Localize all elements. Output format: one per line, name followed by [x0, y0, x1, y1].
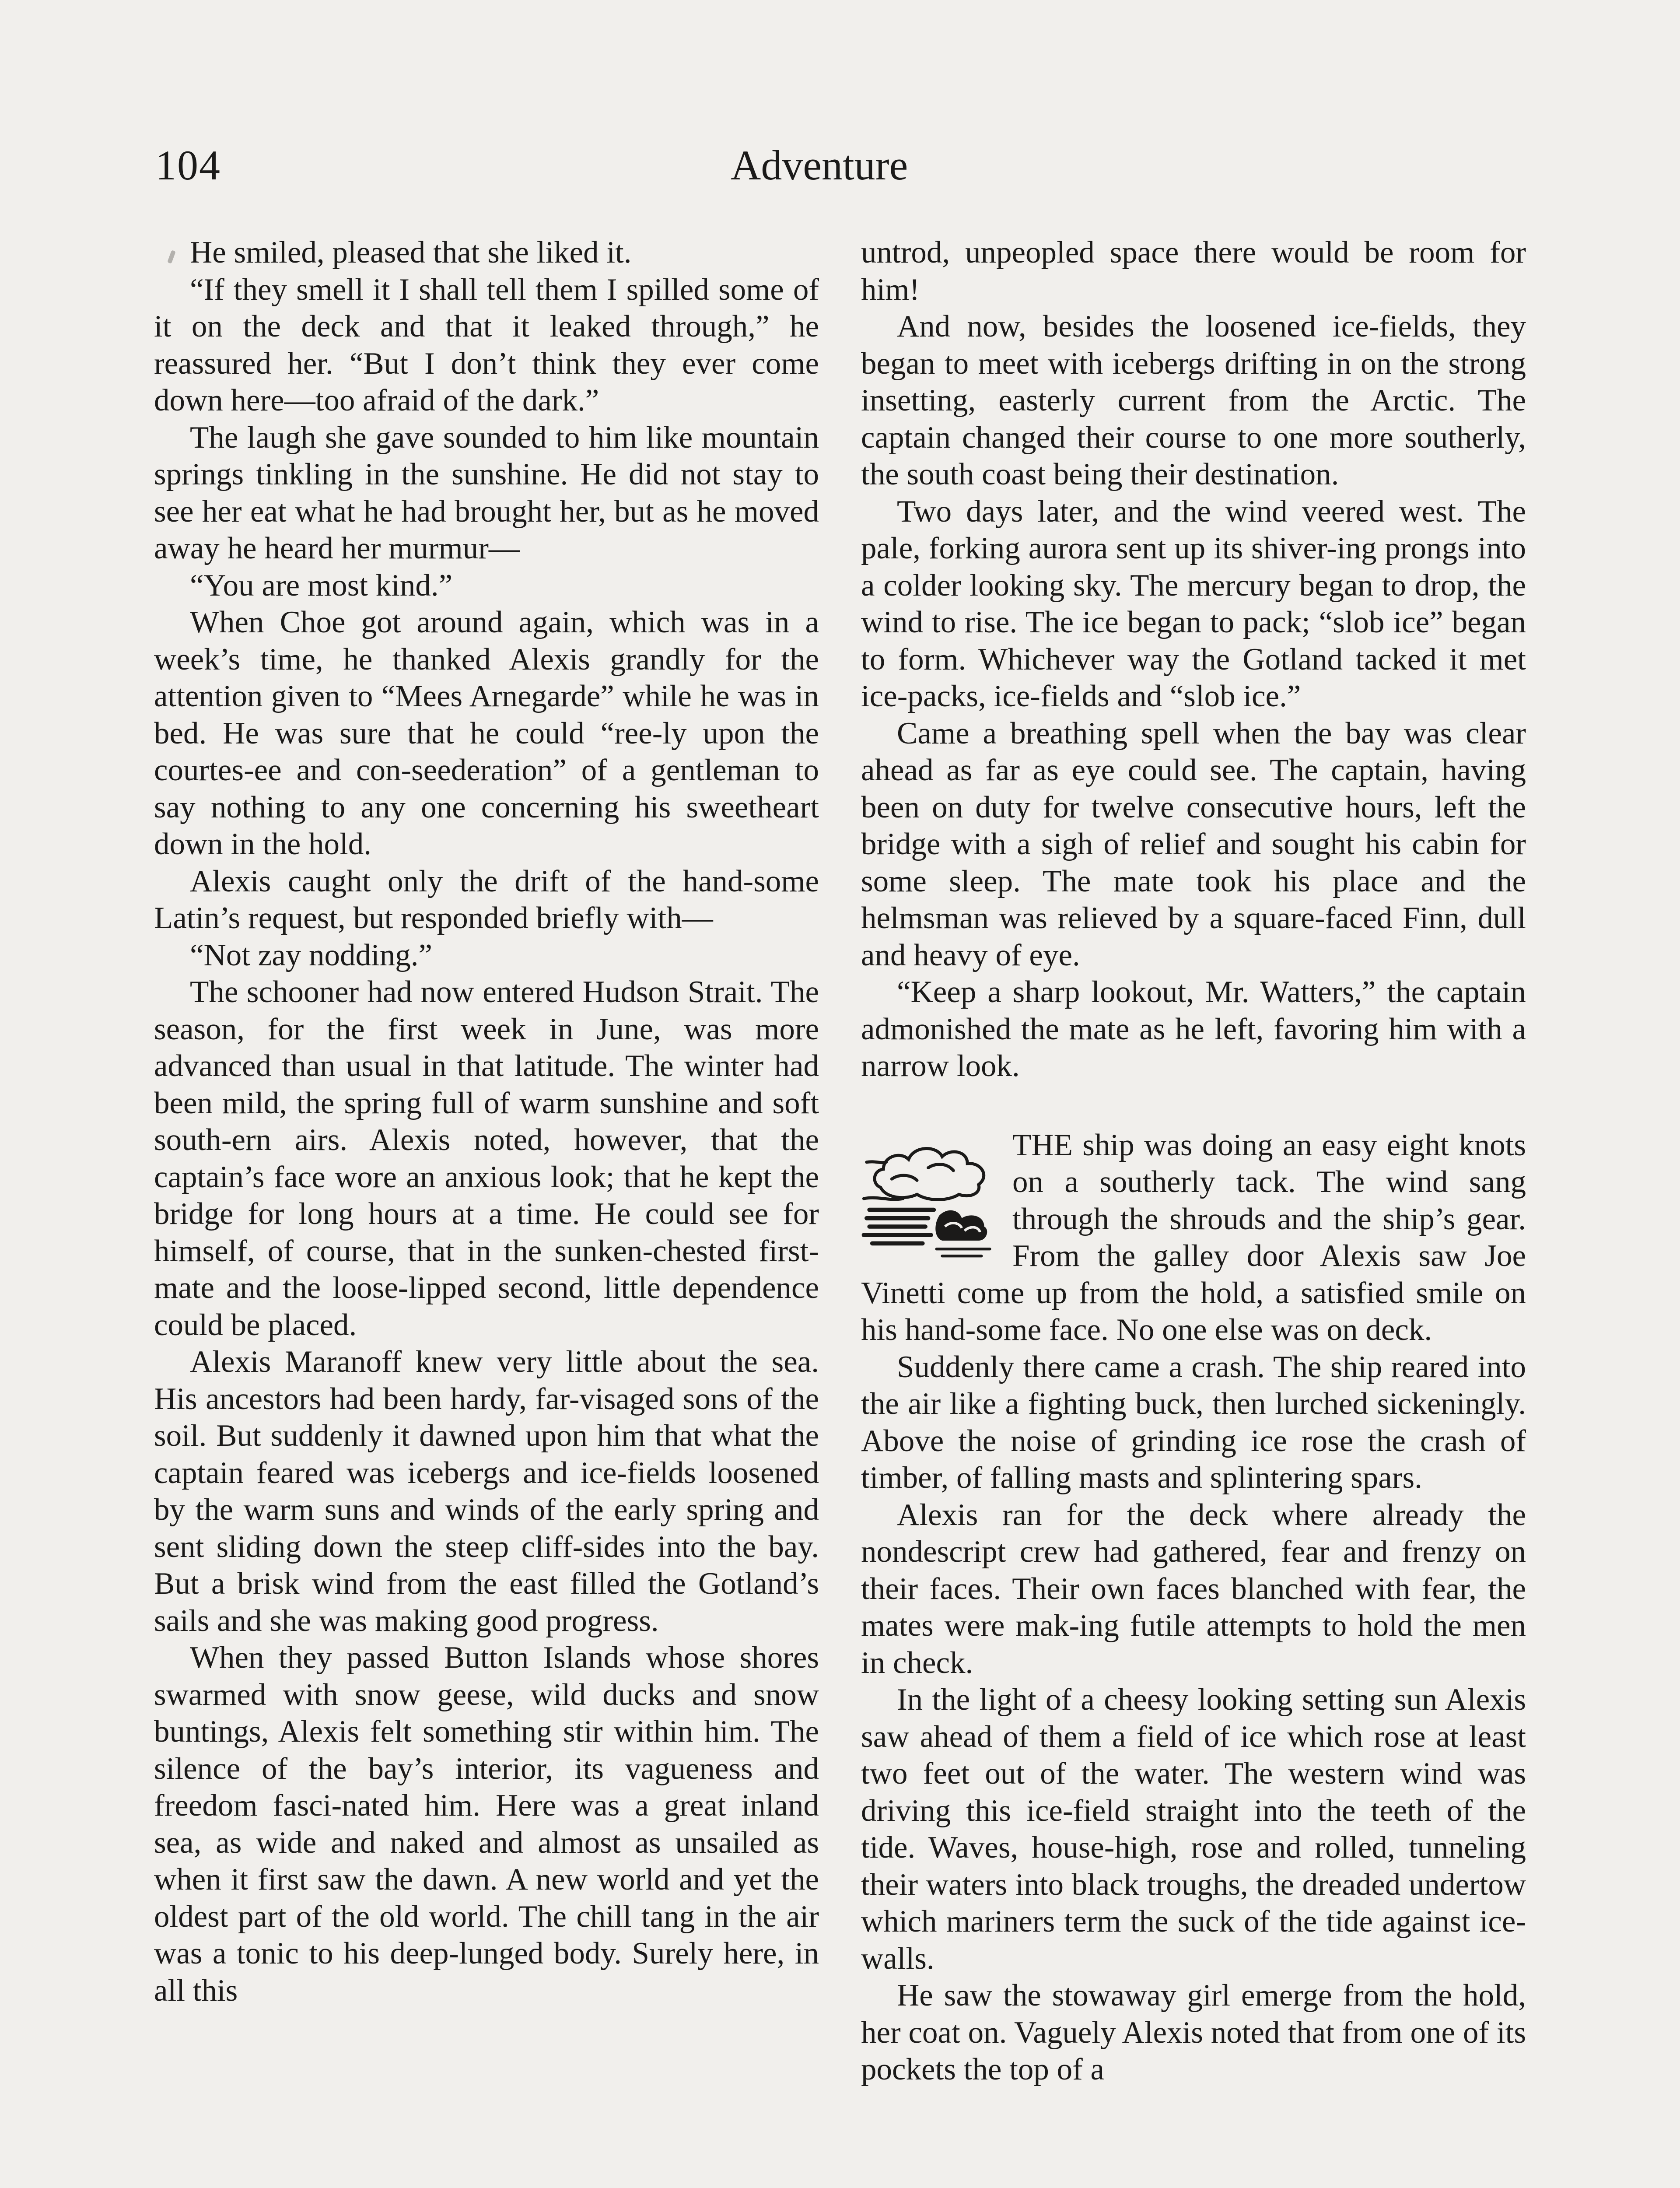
paragraph: In the light of a cheesy looking setting sun Alexis saw ahead of them a field of ice which rose at least two feet out of the water. The western wind was driving this ice-field straight into the teeth of the tide. Waves, house-high, rose and rolled, tunneling their waters into black troughs, the dreaded undertow which mariners term the suck of the tide against ice-walls.: [861, 1683, 1526, 1976]
right-column: [861, 234, 1526, 2088]
paragraph: Came a breathing spell when the bay was clear ahead as far as eye could see. The captain, having been on duty for twelve consecutive hours, left the bridge with a sigh of relief and sought his cabin for some sleep. The mate took his place and the helmsman was relieved by a square-faced Finn, dull and heavy of eye.: [861, 716, 1526, 972]
section-opening-paragraph: THE ship was doing an easy eight knots on a southerly tack. The wind sang through the shrouds and the ship’s gear. From the galley door Alexis saw Joe Vinetti come up from the hold, a satisfied smile on his hand-some face. No one else was on deck.: [861, 1128, 1526, 1347]
paragraph: When Choe got around again, which was in a week’s time, he thanked Alexis grandly for the attention given to “Mees Arnegarde” while he was in bed. He was sure that he could “ree-ly upon the courtes-ee and con-seederation” of a gentleman to say nothing to any one concerning his sweetheart down in the hold.: [154, 605, 819, 861]
paragraph: When they passed Button Islands whose shores swarmed with snow geese, wild ducks and snow buntings, Alexis felt something stir within him. The silence of the bay’s interior, its vagueness and freedom fasci-nated him. Here was a great inland sea, as wide and naked and almost as unsailed as when it first saw the dawn. A new world and yet the oldest part of the old world. The chill tang in the air was a tonic to his deep-lunged body. Surely here, in all this: [154, 1641, 819, 2008]
section-break: [861, 1127, 1526, 1349]
paragraph: Alexis caught only the drift of the hand-some Latin’s request, but responded briefly with—: [154, 864, 819, 935]
page-number: 104: [155, 142, 221, 189]
paragraph: He smiled, pleased that she liked it.: [190, 235, 632, 270]
paragraph: “Not zay nodding.”: [190, 938, 433, 972]
paragraph: “If they smell it I shall tell them I spilled some of it on the deck and that it leaked through,” he reassured her. “But I don’t think they ever come down here—too afraid of the dark.”: [154, 272, 819, 417]
running-title: Adventure: [731, 142, 908, 189]
left-column: [154, 234, 819, 2009]
paragraph: He saw the stowaway girl emerge from the hold, her coat on. Vaguely Alexis noted that from one of its pockets the top of a: [861, 1978, 1526, 2086]
paragraph-continued: untrod, unpeopled space there would be room for him!: [861, 235, 1526, 307]
paragraph: “Keep a sharp lookout, Mr. Watters,” the captain admonished the mate as he left, favoring him with a narrow look.: [861, 975, 1526, 1083]
cloud-and-sea-vignette-icon: [861, 1129, 1001, 1269]
paragraph: The laugh she gave sounded to him like mountain springs tinkling in the sunshine. He did not stay to see her eat what he had brought her, but as he moved away he heard her murmur—: [154, 420, 819, 565]
paragraph: “You are most kind.”: [190, 568, 453, 603]
paragraph: Alexis Maranoff knew very little about the sea. His ancestors had been hardy, far-visaged sons of the soil. But suddenly it dawned upon him that what the captain feared was icebergs and ice-fields loosened by the warm suns and winds of the early spring and sent sliding down the steep cliff-sides into the bay. But a brisk wind from the east filled the Gotland’s sails and she was making good progress.: [154, 1345, 819, 1638]
paragraph: Alexis ran for the deck where already the nondescript crew had gathered, fear and frenzy on their faces. Their own faces blanched with fear, the mates were mak-ing futile attempts to hold the men in check.: [861, 1497, 1526, 1680]
paragraph: Two days later, and the wind veered west. The pale, forking aurora sent up its shiver-ing prongs into a colder looking sky. The mercury began to drop, the wind to rise. The ice began to pack; “slob ice” began to form. Whichever way the Gotland tacked it met ice-packs, ice-fields and “slob ice.”: [861, 494, 1526, 713]
paragraph: Suddenly there came a crash. The ship reared into the air like a fighting buck, then lurched sickeningly. Above the noise of grinding ice rose the crash of timber, of falling masts and splintering spars.: [861, 1350, 1526, 1495]
paragraph: The schooner had now entered Hudson Strait. The season, for the first week in June, was more advanced than usual in that latitude. The winter had been mild, the spring full of warm sunshine and soft south-ern airs. Alexis noted, however, that the captain’s face wore an anxious look; that he kept the bridge for long hours at a time. He could see for himself, of course, that in the sunken-chested first-mate and the loose-lipped second, little dependence could be placed.: [154, 975, 819, 1342]
paragraph: And now, besides the loosened ice-fields, they began to meet with icebergs drifting in on the strong insetting, easterly current from the Arctic. The captain changed their course to one more southerly, the south coast being their destination.: [861, 309, 1526, 491]
